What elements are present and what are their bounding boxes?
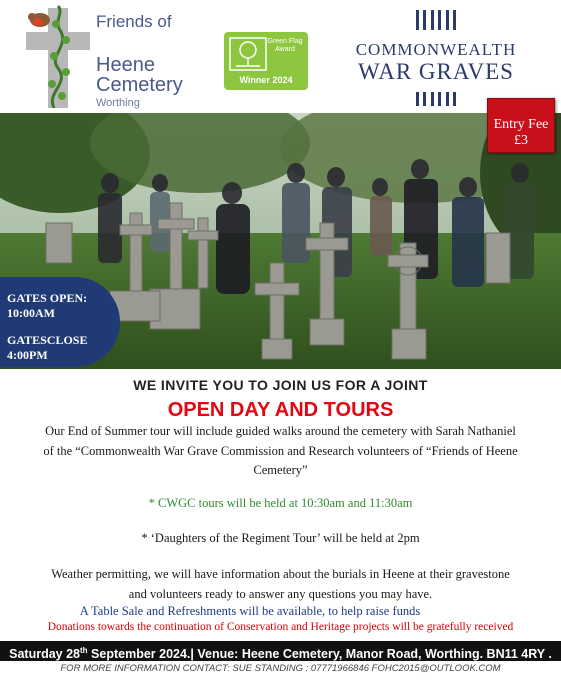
weather-paragraph — [14, 565, 547, 604]
event-headline: OPEN DAY AND TOURS — [167, 399, 394, 421]
green-flag-winner-text: Winner 2024 — [239, 75, 293, 85]
date-superscript: th — [80, 646, 88, 655]
green-flag-award-text: Green Flag Award — [267, 38, 303, 53]
logo-text-heene: Heene — [96, 54, 155, 76]
friends-of-heene-logo — [18, 4, 188, 108]
gates-open-time: 10:00AM — [7, 306, 55, 320]
entry-fee-label: Entry Fee — [493, 117, 549, 132]
green-flag-award-badge — [224, 32, 308, 90]
gates-times-badge — [0, 277, 120, 367]
cwgc-bars-bottom-icon — [416, 92, 456, 106]
date-venue-bar — [0, 641, 561, 661]
table-sale-text: A Table Sale and Refreshments will be available, to help raise funds — [79, 604, 421, 618]
date-venue-text: September 2024.| Venue: Heene Cemetery, Manor Road, Worthing. BN11 4RY . — [87, 647, 552, 662]
daughters-tour-text: * ‘Daughters of the Regiment Tour’ will be held at 2pm — [141, 531, 420, 545]
donations-text: Donations towards the continuation of Conservation and Heritage projects will be gratefully received — [47, 621, 514, 633]
logo-text-worthing: Worthing — [96, 97, 140, 109]
contact-info: FOR MORE INFORMATION CONTACT: SUE STANDING : 07771966846 FOHC2015@OUTLOOK.COM — [60, 663, 501, 674]
entry-fee-badge — [487, 98, 555, 153]
weather-line: Weather permitting, we will have information about the burials in Heene at their gravestone — [51, 567, 510, 581]
date-prefix: Saturday 28 — [9, 647, 80, 662]
tree-icon — [228, 36, 268, 72]
cwgc-text-war-graves: WAR GRAVES — [358, 59, 514, 84]
cwgc-text-commonwealth: COMMONWEALTH — [355, 40, 517, 59]
gates-close-time: 4:00PM — [7, 348, 48, 362]
weather-line: and volunteers ready to answer any questions you may have. — [128, 586, 433, 601]
gates-open-label: GATES OPEN: — [7, 291, 88, 305]
logo-text-cemetery: Cemetery — [96, 74, 183, 96]
gates-close-label: GATESCLOSE — [7, 333, 88, 347]
cwgc-tours-text: * CWGC tours will be held at 10:30am and 11:30am — [148, 496, 413, 510]
invite-heading: WE INVITE YOU TO JOIN US FOR A JOINT — [133, 377, 428, 393]
intro-line: of the “Commonwealth War Grave Commission and Research volunteers of “Friends of Heene — [43, 443, 518, 458]
header — [0, 0, 561, 113]
cwgc-logo — [346, 8, 526, 108]
logo-text-friends-of: Friends of — [96, 12, 172, 31]
cross-logo-icon — [18, 4, 98, 108]
intro-paragraph — [14, 422, 547, 481]
intro-line: Cemetery” — [253, 463, 308, 477]
entry-fee-price: £3 — [514, 133, 528, 148]
cwgc-bars-top-icon — [416, 10, 456, 30]
intro-line: Our End of Summer tour will include guided walks around the cemetery with Sarah Nathaniel — [45, 424, 516, 438]
